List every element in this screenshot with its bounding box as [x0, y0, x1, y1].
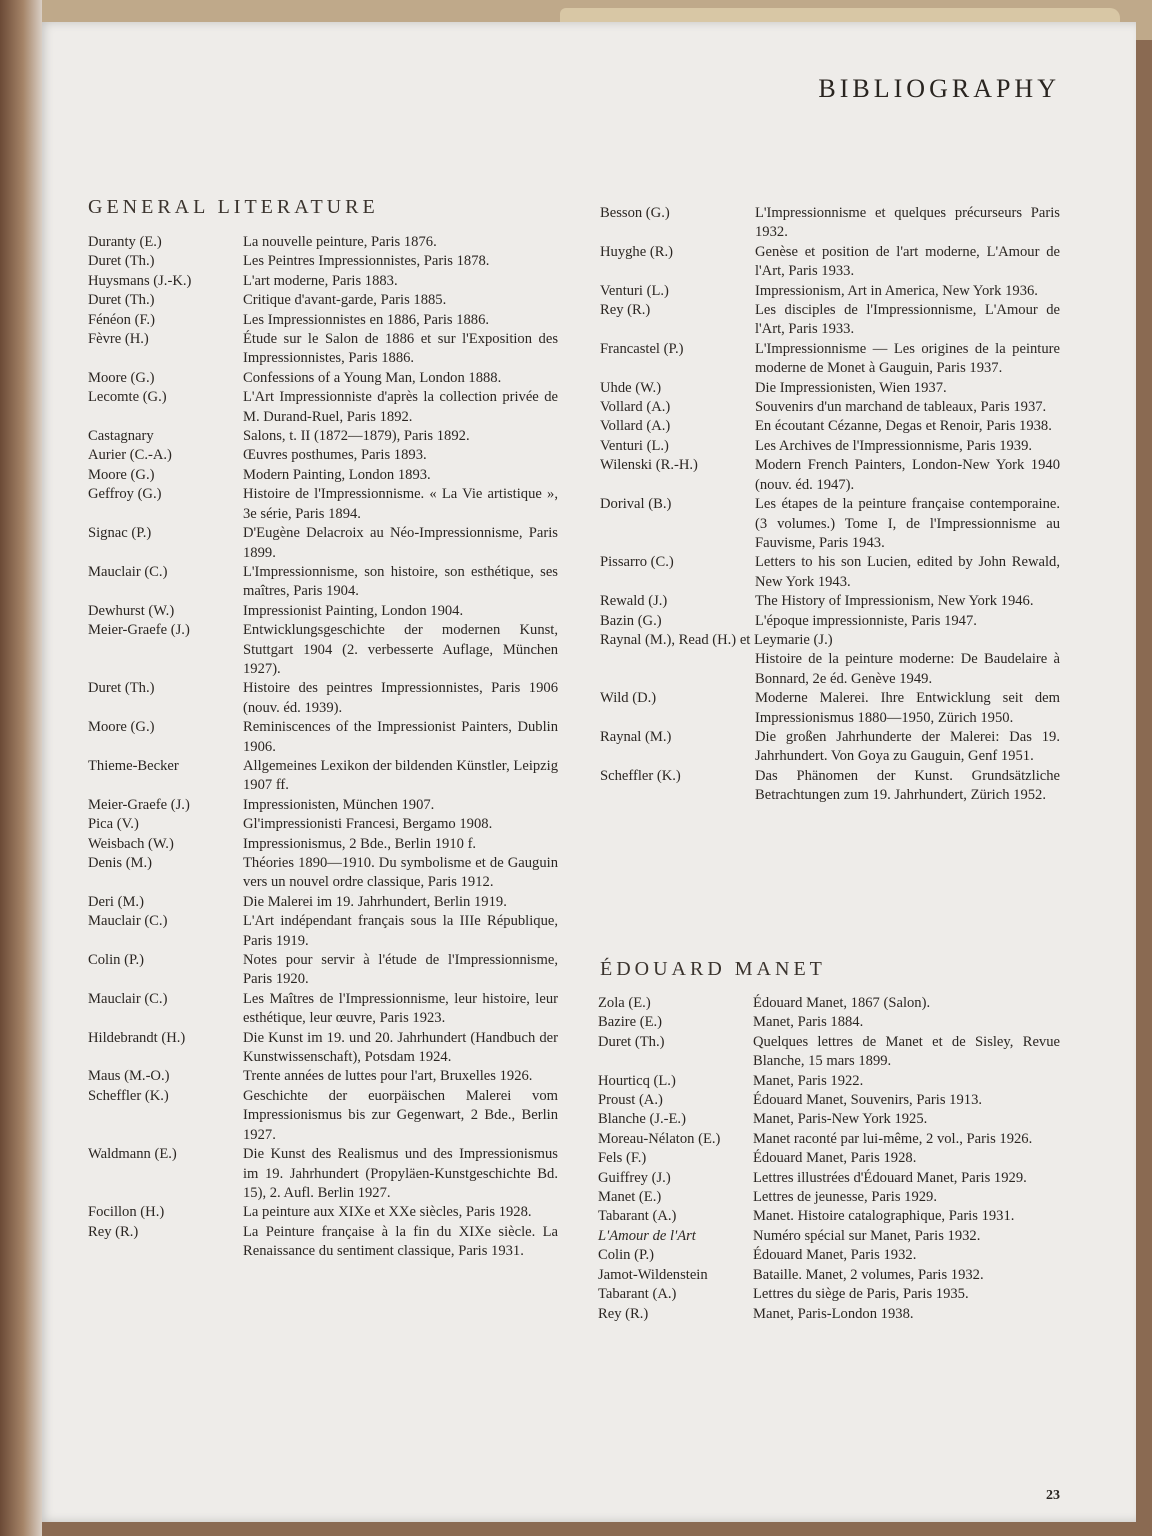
bibliography-entry: [88, 796, 558, 815]
bibliography-entry: [88, 272, 558, 291]
entry-work: D'Eugène Delacroix au Néo-Impressionnisme, Paris 1899.: [243, 525, 558, 561]
section-heading-manet: ÉDOUARD MANET: [600, 958, 826, 980]
bibliography-entry: [88, 311, 558, 330]
entry-work: Les étapes de la peinture française contemporaine. (3 volumes.) Tome I, de l'Impressionnisme au Fauvisme, Paris 1943.: [755, 496, 1060, 551]
entry-work: Manet, Paris 1884.: [753, 1014, 864, 1031]
entry-work: Édouard Manet, Paris 1932.: [753, 1247, 917, 1264]
entry-author: Duret (Th.): [88, 680, 155, 697]
entry-work: Critique d'avant-garde, Paris 1885.: [243, 292, 447, 309]
entry-author: Tabarant (A.): [598, 1286, 677, 1303]
entry-author: Hourticq (L.): [598, 1072, 676, 1089]
bibliography-entry: [88, 602, 558, 621]
entry-author: Francastel (P.): [600, 340, 684, 357]
bibliography-entry: [598, 1188, 1060, 1207]
entry-work: Die Malerei im 19. Jahrhundert, Berlin 1919.: [243, 893, 507, 910]
entry-work: Moderne Malerei. Ihre Entwicklung seit dem Impressionismus 1880—1950, Zürich 1950.: [755, 690, 1060, 726]
entry-author: Geffroy (G.): [88, 486, 162, 503]
bibliography-entry: [88, 524, 558, 563]
entry-work: L'Impressionnisme et quelques précurseurs Paris 1932.: [755, 205, 1060, 241]
bibliography-entry: [598, 994, 1060, 1013]
bibliography-entry: [600, 612, 1060, 631]
bibliography-entry: [88, 1067, 558, 1086]
manet-list: [598, 994, 1060, 1324]
entry-author: Duret (Th.): [88, 292, 155, 309]
entry-work: Salons, t. II (1872—1879), Paris 1892.: [243, 428, 470, 445]
entry-work: La nouvelle peinture, Paris 1876.: [243, 234, 437, 250]
bibliography-entry: [88, 679, 558, 718]
entry-author: Colin (P.): [598, 1247, 654, 1264]
bibliography-entry: [600, 437, 1060, 456]
bibliography-entry: [600, 767, 1060, 806]
entry-work: Impressionist Painting, London 1904.: [243, 602, 464, 619]
bibliography-entry: [88, 233, 558, 252]
entry-work: Das Phänomen der Kunst. Grundsätzliche Betrachtungen zum 19. Jahrhundert, Zürich 1952.: [755, 767, 1060, 804]
bibliography-entry: [88, 330, 558, 369]
entry-author: Moore (G.): [88, 466, 155, 483]
entry-author: Moore (G.): [88, 719, 155, 736]
entry-work: Modern French Painters, London-New York 1940 (nouv. éd. 1947).: [755, 457, 1060, 493]
bibliography-entry: [88, 563, 558, 602]
entry-author: Duret (Th.): [88, 253, 155, 270]
entry-author: Deri (M.): [88, 893, 144, 910]
bibliography-entry: [88, 1203, 558, 1222]
entry-author: Meier-Graefe (J.): [88, 622, 190, 639]
entry-work: L'art moderne, Paris 1883.: [243, 272, 398, 289]
bibliography-entry: [88, 485, 558, 524]
entry-author-blank: [600, 650, 755, 689]
entry-author: Tabarant (A.): [598, 1208, 677, 1225]
bibliography-entry: [598, 1227, 1060, 1246]
entry-author: Wild (D.): [600, 690, 657, 707]
entry-author: Vollard (A.): [600, 418, 671, 435]
bibliography-entry: [600, 553, 1060, 592]
entry-author: Duret (Th.): [598, 1033, 665, 1050]
bibliography-entry: [598, 1266, 1060, 1285]
entry-author: Besson (G.): [600, 205, 670, 221]
entry-author: Dewhurst (W.): [88, 602, 175, 619]
entry-author: Mauclair (C.): [88, 563, 168, 580]
entry-author: Mauclair (C.): [88, 990, 168, 1007]
bibliography-entry: [598, 1285, 1060, 1304]
entry-author: Waldmann (E.): [88, 1146, 177, 1163]
bibliography-entry: [598, 1091, 1060, 1110]
entry-work: Trente années de luttes pour l'art, Bruxelles 1926.: [243, 1068, 533, 1085]
entry-work: La Peinture française à la fin du XIXe siècle. La Renaissance du sentiment classique, Paris 1931.: [243, 1223, 558, 1260]
entry-author: Hildebrandt (H.): [88, 1029, 186, 1046]
bibliography-entry: [600, 728, 1060, 767]
entry-author: Weisbach (W.): [88, 835, 174, 852]
general-literature-list: [88, 233, 558, 1262]
entry-author: Maus (M.-O.): [88, 1068, 170, 1085]
bibliography-entry: [88, 951, 558, 990]
entry-work: Impressionisten, München 1907.: [243, 796, 435, 813]
entry-work: Notes pour servir à l'étude de l'Impressionnisme, Paris 1920.: [243, 952, 558, 988]
entry-author-multi: Raynal (M.), Read (H.) et Leymarie (J.): [600, 631, 833, 648]
entry-work: Œuvres posthumes, Paris 1893.: [243, 447, 427, 464]
entry-work: Lettres du siège de Paris, Paris 1935.: [753, 1286, 969, 1303]
entry-author: Jamot-Wildenstein: [598, 1266, 708, 1283]
bibliography-entry: [88, 427, 558, 446]
bibliography-entry: [600, 456, 1060, 495]
entry-work: Étude sur le Salon de 1886 et sur l'Exposition des Impressionnistes, Paris 1886.: [243, 331, 558, 367]
entry-author: Rey (R.): [598, 1305, 649, 1322]
bibliography-entry: [598, 1130, 1060, 1149]
bibliography-entry: [598, 1013, 1060, 1032]
entry-work: The History of Impressionism, New York 1946.: [755, 593, 1034, 610]
bibliography-entry: [88, 466, 558, 485]
entry-author: Signac (P.): [88, 525, 152, 542]
entry-work: Lettres de jeunesse, Paris 1929.: [753, 1189, 937, 1206]
bibliography-entry: [600, 243, 1060, 282]
book-spine: [0, 0, 42, 1536]
entry-work: Gl'impressionisti Francesi, Bergamo 1908.: [243, 816, 493, 833]
bibliography-entry: [88, 291, 558, 310]
entry-work: Édouard Manet, 1867 (Salon).: [753, 995, 931, 1011]
entry-work: Genèse et position de l'art moderne, L'Amour de l'Art, Paris 1933.: [755, 243, 1060, 280]
entry-work: Histoire de l'Impressionnisme. « La Vie artistique », 3e série, Paris 1894.: [243, 486, 558, 522]
entry-work: L'Impressionnisme — Les origines de la peinture moderne de Monet à Gauguin, Paris 1937.: [755, 340, 1060, 377]
entry-work: L'époque impressionniste, Paris 1947.: [755, 612, 977, 629]
bibliography-entry: [600, 689, 1060, 728]
bibliography-entry: [88, 757, 558, 796]
bibliography-entry: [88, 1029, 558, 1068]
bibliography-entry: [88, 252, 558, 271]
entry-work: Letters to his son Lucien, edited by John Rewald, New York 1943.: [755, 554, 1060, 590]
entry-author: Aurier (C.-A.): [88, 447, 172, 464]
bibliography-entry: [600, 417, 1060, 436]
entry-work: Les Archives de l'Impressionnisme, Paris 1939.: [755, 437, 1033, 454]
entry-author: Fénéon (F.): [88, 311, 155, 328]
entry-author: Denis (M.): [88, 855, 153, 871]
bibliography-entry: [600, 592, 1060, 611]
entry-work: Les Impressionnistes en 1886, Paris 1886.: [243, 311, 490, 328]
bibliography-entry: [598, 1072, 1060, 1091]
bibliography-entry: [598, 1207, 1060, 1226]
entry-author: Venturi (L.): [600, 437, 669, 454]
entry-work: Entwicklungsgeschichte der modernen Kunst, Stuttgart 1904 (2. verbesserte Auflage, München 1927).: [243, 622, 558, 677]
entry-author: Proust (A.): [598, 1092, 663, 1109]
entry-work: Quelques lettres de Manet et de Sisley, Revue Blanche, 15 mars 1899.: [753, 1033, 1060, 1070]
entry-author: Wilenski (R.-H.): [600, 457, 698, 474]
general-literature-list-continued: [600, 204, 1060, 806]
entry-work: Les Maîtres de l'Impressionnisme, leur histoire, leur esthétique, leur œuvre, Paris 1923.: [243, 990, 558, 1027]
entry-author: Fels (F.): [598, 1150, 647, 1167]
bibliography-entry: [598, 1246, 1060, 1265]
entry-author: Huysmans (J.-K.): [88, 272, 192, 289]
entry-work: Modern Painting, London 1893.: [243, 466, 431, 483]
entry-author: Bazin (G.): [600, 612, 662, 629]
bibliography-entry: [88, 388, 558, 427]
entry-author: Manet (E.): [598, 1189, 662, 1206]
bibliography-entry: [600, 379, 1060, 398]
entry-work: Die Impressionisten, Wien 1937.: [755, 379, 947, 396]
entry-work: L'Art Impressionniste d'après la collection privée de M. Durand-Ruel, Paris 1892.: [243, 389, 558, 425]
bibliography-entry: [88, 815, 558, 834]
entry-author: Scheffler (K.): [88, 1087, 169, 1104]
entry-work: Histoire des peintres Impressionnistes, Paris 1906 (nouv. éd. 1939).: [243, 680, 558, 716]
entry-author: Scheffler (K.): [600, 767, 681, 784]
entry-work: En écoutant Cézanne, Degas et Renoir, Paris 1938.: [755, 418, 1052, 435]
bibliography-entry: [600, 398, 1060, 417]
entry-author: Castagnary: [88, 428, 154, 445]
bibliography-entry: [88, 1145, 558, 1203]
bibliography-entry: [598, 1169, 1060, 1188]
entry-work: La peinture aux XIXe et XXe siècles, Paris 1928.: [243, 1204, 532, 1221]
entry-work: L'Art indépendant français sous la IIIe République, Paris 1919.: [243, 913, 558, 949]
page-number: 23: [1046, 1488, 1060, 1503]
section-heading-general: GENERAL LITERATURE: [88, 196, 379, 218]
entry-work: Manet raconté par lui-même, 2 vol., Paris 1926.: [753, 1130, 1033, 1147]
bibliography-entry: [600, 301, 1060, 340]
entry-work: Manet. Histoire catalographique, Paris 1931.: [753, 1208, 1015, 1225]
bibliography-entry: [600, 204, 1060, 243]
bibliography-entry: [88, 369, 558, 388]
entry-author: Zola (E.): [598, 995, 651, 1011]
entry-author: Moore (G.): [88, 369, 155, 386]
entry-work: Édouard Manet, Paris 1928.: [753, 1150, 917, 1167]
entry-author: Fèvre (H.): [88, 331, 149, 348]
entry-work: Histoire de la peinture moderne: De Baudelaire à Bonnard, 2e éd. Genève 1949.: [755, 651, 1060, 687]
entry-author: Blanche (J.-E.): [598, 1111, 686, 1128]
entry-work: Geschichte der euorpäischen Malerei vom Impressionismus bis zur Gegenwart, 2 Bde., Berlin 1927.: [243, 1087, 558, 1143]
entry-work: Manet, Paris-London 1938.: [753, 1305, 914, 1322]
entry-author: Pica (V.): [88, 816, 139, 833]
bibliography-entry: [88, 1087, 558, 1145]
entry-author: Dorival (B.): [600, 496, 672, 513]
entry-work: Impressionism, Art in America, New York 1936.: [755, 282, 1038, 299]
page-title: BIBLIOGRAPHY: [818, 74, 1060, 103]
entry-author: Pissarro (C.): [600, 554, 674, 571]
entry-work: Reminiscences of the Impressionist Painters, Dublin 1906.: [243, 719, 558, 755]
entry-work: Lettres illustrées d'Édouard Manet, Paris 1929.: [753, 1169, 1027, 1186]
entry-work: Allgemeines Lexikon der bildenden Künstler, Leipzig 1907 ff.: [243, 757, 558, 794]
entry-author: Duranty (E.): [88, 234, 162, 250]
entry-work: Bataille. Manet, 2 volumes, Paris 1932.: [753, 1266, 984, 1283]
entry-author: Colin (P.): [88, 952, 144, 969]
entry-author: Bazire (E.): [598, 1014, 663, 1031]
entry-work: L'Impressionnisme, son histoire, son esthétique, ses maîtres, Paris 1904.: [243, 563, 558, 600]
entry-work: Théories 1890—1910. Du symbolisme et de Gauguin vers un nouvel ordre classique, Paris 1912.: [243, 855, 558, 891]
entry-author: Lecomte (G.): [88, 389, 167, 406]
bibliography-entry: [88, 893, 558, 912]
bibliography-entry: [88, 718, 558, 757]
entry-author: L'Amour de l'Art: [598, 1227, 696, 1244]
bibliography-entry: [600, 495, 1060, 553]
entry-author: Mauclair (C.): [88, 913, 168, 930]
entry-work: Manet, Paris 1922.: [753, 1072, 864, 1089]
entry-author: Vollard (A.): [600, 399, 671, 416]
bibliography-entry: [598, 1305, 1060, 1324]
entry-work: Édouard Manet, Souvenirs, Paris 1913.: [753, 1092, 983, 1109]
entry-work: Impressionismus, 2 Bde., Berlin 1910 f.: [243, 835, 477, 852]
bibliography-entry: [88, 621, 558, 679]
entry-work: Numéro spécial sur Manet, Paris 1932.: [753, 1227, 981, 1244]
entry-work: Confessions of a Young Man, London 1888.: [243, 369, 502, 386]
bibliography-entry: [600, 650, 1060, 689]
bibliography-entry: [88, 854, 558, 893]
bibliography-entry: [598, 1033, 1060, 1072]
entry-work: Die Kunst des Realismus und des Impressionismus im 19. Jahrhundert (Propyläen-Kunstgeschichte Bd. 15), 2. Aufl. Berlin 1927.: [243, 1146, 558, 1201]
entry-author: Uhde (W.): [600, 379, 662, 396]
entry-work: Die Kunst im 19. und 20. Jahrhundert (Handbuch der Kunstwissenschaft), Potsdam 1924.: [243, 1029, 558, 1066]
entry-author: Guiffrey (J.): [598, 1169, 671, 1186]
bibliography-entry: [88, 990, 558, 1029]
entry-author: Rewald (J.): [600, 593, 668, 610]
entry-author: Focillon (H.): [88, 1204, 165, 1221]
entry-author: Thieme-Becker: [88, 757, 179, 774]
entry-work: Die großen Jahrhunderte der Malerei: Das 19. Jahrhundert. Von Goya zu Gauguin, Genf 1951.: [755, 728, 1060, 765]
bibliography-entry: [600, 340, 1060, 379]
entry-author: Rey (R.): [600, 302, 651, 319]
entry-author: Huyghe (R.): [600, 243, 673, 260]
bibliography-entry: [88, 835, 558, 854]
entry-author: Moreau-Nélaton (E.): [598, 1130, 721, 1147]
bibliography-entry: [598, 1110, 1060, 1129]
bibliography-entry: [88, 446, 558, 465]
entry-work: Les disciples de l'Impressionnisme, L'Amour de l'Art, Paris 1933.: [755, 302, 1060, 338]
bibliography-entry: [88, 1223, 558, 1262]
entry-work: Manet, Paris-New York 1925.: [753, 1111, 928, 1128]
entry-work: Souvenirs d'un marchand de tableaux, Paris 1937.: [755, 399, 1047, 416]
entry-author: Venturi (L.): [600, 282, 669, 299]
bibliography-entry: [88, 912, 558, 951]
entry-author: Meier-Graefe (J.): [88, 796, 190, 813]
entry-author: Raynal (M.): [600, 728, 672, 745]
bibliography-entry: [598, 1149, 1060, 1168]
entry-author: Rey (R.): [88, 1223, 139, 1240]
entry-work: Les Peintres Impressionnistes, Paris 1878.: [243, 253, 490, 270]
bibliography-entry: [600, 282, 1060, 301]
